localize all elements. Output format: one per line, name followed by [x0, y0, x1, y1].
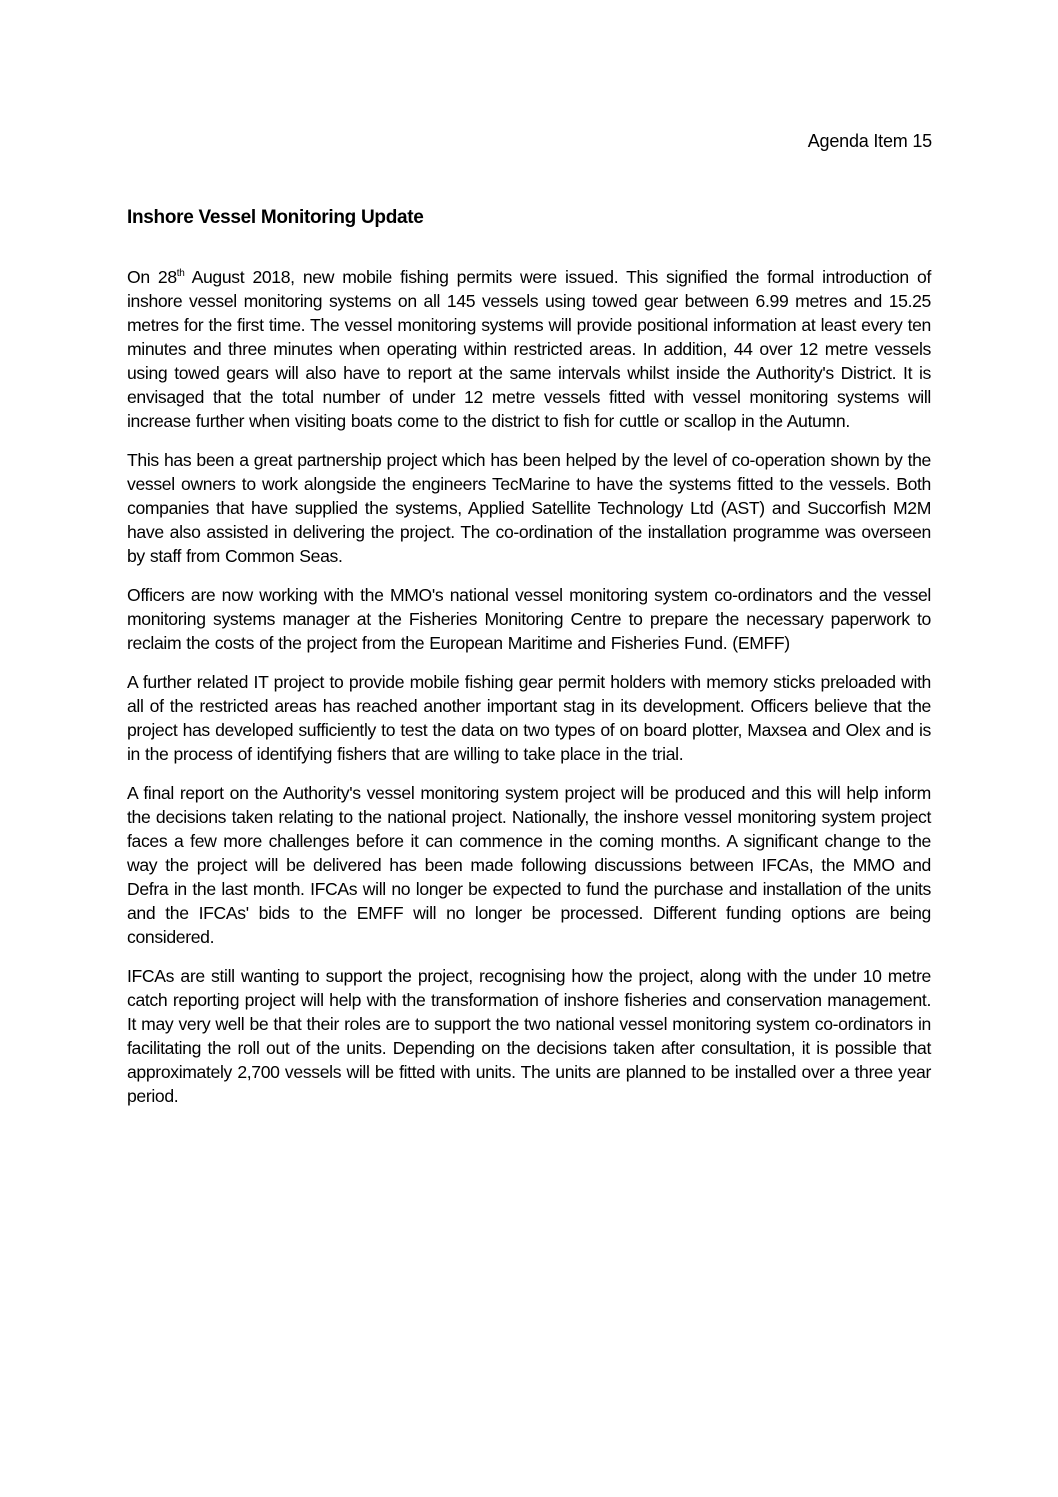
ordinal-superscript: th — [176, 268, 185, 280]
paragraph-partnership: This has been a great partnership project which has been helped by the level of co-operation shown by the vessel owners to work alongside the engineers TecMarine to have the systems fitted to the vessels. Both companies that have supplied the systems, Applied Satellite Technology Ltd (AST) and Succorfish M2M have also assisted in delivering the project. The co-ordination of the installation programme was overseen by staff from Common Seas. — [127, 450, 931, 566]
paragraph-text-start: On 28 — [127, 267, 177, 287]
paragraph-officers-emff: Officers are now working with the MMO's national vessel monitoring system co-ordinators and the vessel monitoring systems manager at the Fisheries Monitoring Centre to prepare the necessary paperwork to reclaim the costs of the project from the European Maritime and Fisheries Fund. (EMFF) — [127, 585, 931, 653]
paragraph-it-project: A further related IT project to provide mobile fishing gear permit holders with memory sticks preloaded with all of the restricted areas has reached another important stag in its development. Officers believe that the project has developed sufficiently to test the data on two types of on board plotter, Maxsea and Olex and is in the process of identifying fishers that are willing to take place in the trial. — [127, 672, 931, 764]
agenda-item-label: Agenda Item 15 — [807, 131, 932, 151]
document-body — [127, 265, 931, 1123]
paragraph-permits-issued — [127, 265, 931, 433]
paragraph-final-report: A final report on the Authority's vessel monitoring system project will be produced and this will help inform the decisions taken relating to the national project. Nationally, the inshore vessel monitoring system project faces a few more challenges before it can commence in the coming months. A significant change to the way the project will be delivered has been made following discussions between IFCAs, the MMO and Defra in the last month. IFCAs will no longer be expected to fund the purchase and installation of the units and the IFCAs' bids to the EMFF will no longer be processed. Different funding options are being considered. — [127, 783, 931, 947]
paragraph-text-rest: August 2018, new mobile fishing permits were issued. This signified the formal introduction of inshore vessel monitoring systems on all 145 vessels using towed gear between 6.99 metres and 15.25 metres for the first time. The vessel monitoring systems will provide positional information at least every ten minutes and three minutes when operating within restricted areas. In addition, 44 over 12 metre vessels using towed gears will also have to report at the same intervals whilst inside the Authority's District. It is envisaged that the total number of under 12 metre vessels fitted with vessel monitoring systems will increase further when visiting boats come to the district to fish for cuttle or scallop in the Autumn. — [127, 267, 931, 431]
paragraph-ifcas-support: IFCAs are still wanting to support the project, recognising how the project, along with the under 10 metre catch reporting project will help with the transformation of inshore fisheries and conservation management. It may very well be that their roles are to support the two national vessel monitoring system co-ordinators in facilitating the roll out of the units. Depending on the decisions taken after consultation, it is possible that approximately 2,700 vessels will be fitted with units. The units are planned to be installed over a three year period. — [127, 966, 931, 1106]
document-title: Inshore Vessel Monitoring Update — [127, 207, 424, 228]
